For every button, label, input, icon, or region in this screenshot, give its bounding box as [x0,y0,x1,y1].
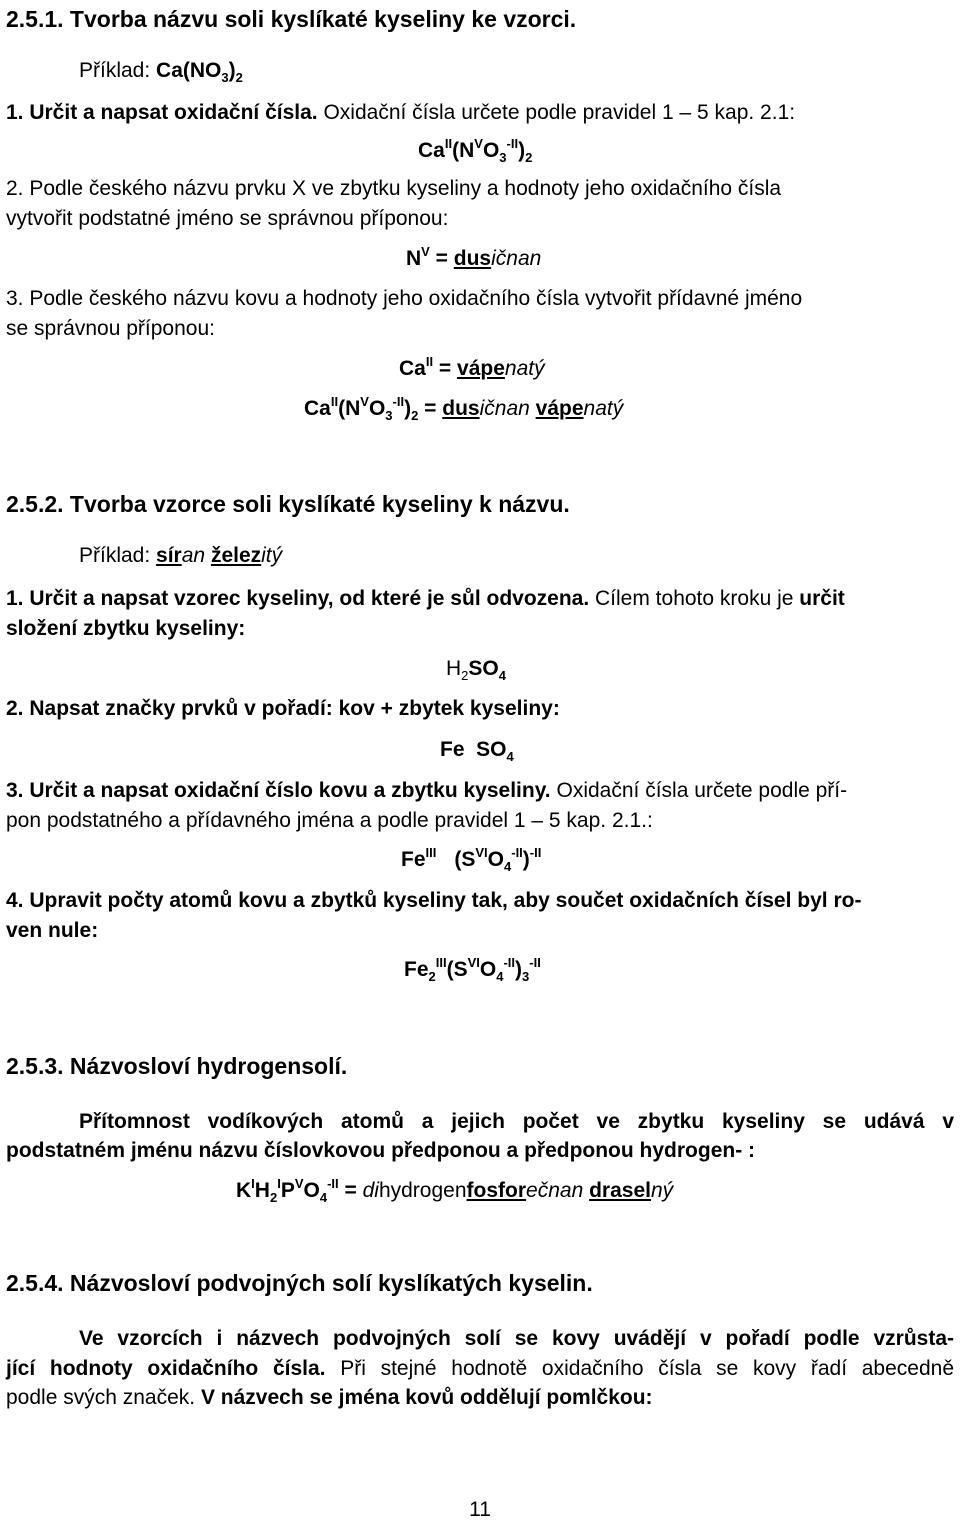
step-2-line-1: 2. Podle českého názvu prvku X ve zbytku kyseliny a hodnoty jeho oxidačního čísla [6,177,782,200]
s2-step-4-line-1: 4. Upravit počty atomů kovu a zbytků kyseliny tak, aby součet oxidačních čísel byl ro- [6,889,862,912]
s4-paragraph-line-3: podle svých značek. V názvech se jména kovů oddělují pomlčkou: [6,1386,653,1409]
s3-paragraph-line-2: podstatném jménu názvu číslovkovou předponou a předponou hydrogen- : [6,1139,756,1162]
s4-paragraph-line-1: Ve vzorcích i názvech podvojných solí se kovy uvádějí v pořadí podle vzrůsta- [79,1327,954,1350]
formula-full-name: $Ca^{II}(N^VO_3^{-II})_2$ = dusičnan vápenatý [304,394,624,423]
s4-paragraph-line-2: jící hodnoty oxidačního čísla. Při stejné hodnotě oxidačního čísla se kovy řadí abecedně [6,1357,954,1380]
section-heading-2-5-4: 2.5.4. Názvosloví podvojných solí kyslíkatých kyselin. [6,1270,593,1296]
s2-step-3-line-2: pon podstatného a přídavného jména a podle pravidel 1 – 5 kap. 2.1.: [6,809,653,832]
s2-step-1-line-1: 1. Určit a napsat vzorec kyseliny, od které je sůl odvozena. Cílem tohoto kroku je určit [6,587,845,610]
page-number: 11 [469,1498,491,1521]
section-heading-2-5-3: 2.5.3. Názvosloví hydrogensolí. [6,1053,348,1079]
s2-step-4-line-2: ven nule: [6,919,99,942]
step-3-line-1: 3. Podle českého názvu kovu a hodnoty jeho oxidačního čísla vytvořit přídavné jméno [6,287,803,310]
formula-oxidation-iron-sulfate: $Fe^{III}$ $(S^{VI}O_4^{-II})^{-II}$ [401,845,542,874]
formula-symbols: Fe $SO_4$ [440,738,514,764]
formula-nitrate-name: $N^V$ = dusičnan [406,244,542,270]
step-2-line-2: vytvořit podstatné jméno se správnou příponou: [6,207,449,230]
example-line: Příklad: $Ca(NO_3)_2$ [79,59,243,85]
step-1: 1. Určit a napsat oxidační čísla. Oxidační čísla určete podle pravidel 1 – 5 kap. 2.1: [6,101,796,124]
formula-iron-sulfate: $Fe_2^{III}(S^{VI}O_4^{-II})_3^{-II}$ [404,955,541,984]
s2-step-3-line-1: 3. Určit a napsat oxidační číslo kovu a zbytku kyseliny. Oxidační čísla určete podle pří- [6,779,848,802]
section-heading-2-5-1: 2.5.1. Tvorba názvu soli kyslíkaté kyseliny ke vzorci. [6,6,577,32]
example-formula: $Ca(NO_3)_2$ [156,59,243,85]
formula-oxidation-numbers: $Ca^{II}(N^VO_3^{-II})_2$ [418,136,533,165]
section-heading-2-5-2: 2.5.2. Tvorba vzorce soli kyslíkaté kyseliny k názvu. [6,491,570,517]
formula-sulfuric-acid: $H_2SO_4$ [446,657,506,683]
formula-hydrogen-salt: $K^IH_2^IP^VO_4^{-II}$ = dihydrogenfosforečnan draselný [236,1176,674,1205]
s2-step-1-line-2: složení zbytku kyseliny: [6,617,246,640]
s3-paragraph-line-1: Přítomnost vodíkových atomů a jejich počet ve zbytku kyseliny se udává v [79,1110,954,1133]
s2-step-2: 2. Napsat značky prvků v pořadí: kov + zbytek kyseliny: [6,697,560,720]
example-line-2: Příklad: síran železitý [79,544,283,567]
step-3-line-2: se správnou příponou: [6,317,215,340]
formula-calcium-adjective: $Ca^{II}$ = vápenatý [399,354,545,380]
